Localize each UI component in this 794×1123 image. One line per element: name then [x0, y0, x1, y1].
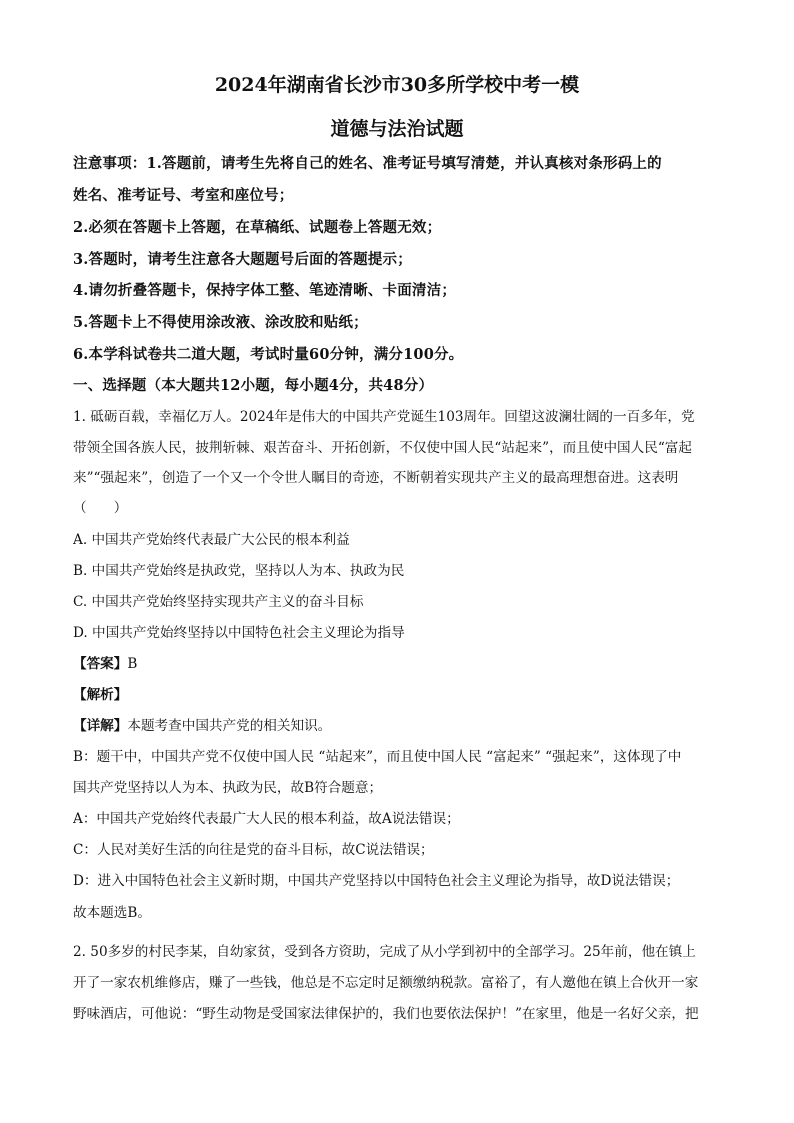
notice-line: 4.请勿折叠答题卡，保持字体工整、笔迹清晰、卡面清洁； — [73, 282, 457, 299]
detail-text: 本题考查中国共产党的相关知识。 — [127, 718, 332, 734]
notice-line: 注意事项：1.答题前，请考生先将自己的姓名、准考证号填写清楚，并认真核对条形码上的 — [73, 155, 662, 172]
explanation-line: C：人民对美好生活的向往是党的奋斗目标，故C说法错误； — [73, 842, 434, 858]
option-d: D. 中国共产党始终坚持以中国特色社会主义理论为指导 — [73, 625, 405, 641]
explanation-line: A：中国共产党始终代表最广大人民的根本利益，故A说法错误； — [73, 811, 460, 827]
question-stem-line: 1. 砥砺百载，幸福亿万人。2024年是伟大的中国共产党诞生103周年。回望这波澜壮阔的一百多年，党 — [73, 409, 695, 425]
option-b: B. 中国共产党始终是执政党，坚持以人为本、执政为民 — [73, 563, 405, 579]
explanation-line: 国共产党坚持以人为本、执政为民，故B符合题意； — [73, 780, 383, 796]
answer-value: B — [127, 656, 138, 672]
question-stem-line: 2. 50多岁的村民李某，自幼家贫，受到各方资助，完成了从小学到初中的全部学习。25年前，他在镇上 — [73, 944, 696, 960]
question-stem-line: 野味酒店，可他说：“野生动物是受国家法律保护的，我们也要依法保护！”在家里，他是一名好父亲，把 — [73, 1006, 699, 1022]
conclusion-line: 故本题选B。 — [73, 905, 151, 921]
analysis-tag — [73, 683, 723, 703]
notice-line: 2.必须在答题卡上答题，在草稿纸、试题卷上答题无效； — [73, 219, 442, 236]
detail-tag: 【详解】 — [73, 718, 128, 734]
notice-line: 5.答题卡上不得使用涂改液、涂改胶和贴纸； — [73, 314, 368, 331]
section-heading: 一、选择题（本大题共12小题，每小题4分，共48分） — [73, 377, 434, 394]
explanation-line: B：题干中，中国共产党不仅使中国人民 “站起来”，而且使中国人民 “富起来” “强起来”，这体现了中 — [73, 749, 682, 765]
question-blank: （ ） — [73, 500, 128, 516]
explanation-line: D：进入中国特色社会主义新时期，中国共产党坚持以中国特色社会主义理论为指导，故D说法错误； — [73, 873, 680, 889]
notice-line: 3.答题时，请考生注意各大题题号后面的答题提示； — [73, 251, 412, 268]
question-stem-line: 开了一家农机维修店，赚了一些钱，他总是不忘定时足额缴纳税款。富裕了，有人邀他在镇上合伙开一家 — [73, 975, 699, 991]
analysis-label: 【解析】 — [73, 687, 128, 703]
exam-subtitle: 道德与法治试题 — [330, 118, 464, 140]
option-a: A. 中国共产党始终代表最广大公民的根本利益 — [73, 532, 350, 548]
answer-line — [73, 652, 723, 672]
answer-tag: 【答案】 — [73, 656, 128, 672]
notice-line: 姓名、准考证号、考室和座位号； — [73, 187, 294, 204]
question-stem-line: 来”“强起来”，创造了一个又一个令世人瞩目的奇迹，不断朝着实现共产主义的最高理想奋进。这表明 — [73, 470, 679, 486]
exam-title: 2024年湖南省长沙市30多所学校中考一模 — [214, 74, 580, 96]
question-stem-line: 带领全国各族人民，披荆斩棘、艰苦奋斗、开拓创新，不仅使中国人民“站起来”，而且使中国人民“富起 — [73, 440, 692, 456]
detail-line — [73, 714, 723, 734]
option-c: C. 中国共产党始终坚持实现共产主义的奋斗目标 — [73, 594, 364, 610]
notice-line: 6.本学科试卷共二道大题，考试时量60分钟，满分100分。 — [73, 346, 464, 363]
